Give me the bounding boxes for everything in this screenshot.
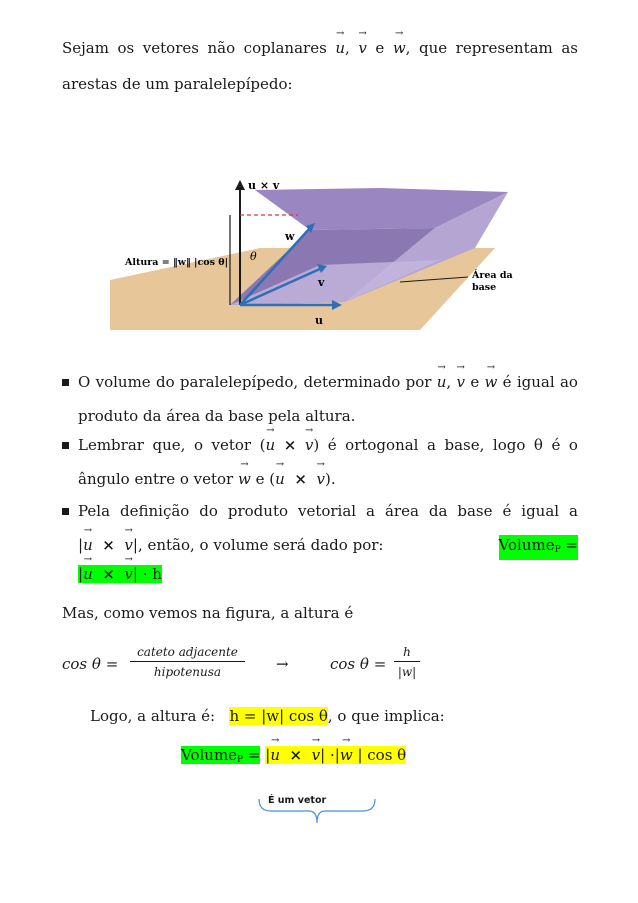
mas-paragraph: Mas, como vemos na figura, a altura é	[62, 604, 354, 622]
logo-line	[90, 706, 445, 726]
vector-u: → u	[275, 469, 285, 489]
vector-u: → u	[266, 435, 276, 455]
bullet-2-line-1	[78, 435, 578, 455]
bullet-3-line-3	[78, 564, 162, 584]
final-equals: =	[247, 746, 261, 764]
volume-sub: P	[554, 545, 561, 555]
volume-formula-highlight	[78, 565, 162, 583]
vector-u: → u	[335, 38, 345, 58]
intro-text-start: Sejam os vetores não coplanares	[62, 39, 327, 57]
bullet-1-marker	[62, 379, 69, 386]
b2-expr	[260, 436, 320, 454]
bullet-3-marker	[62, 508, 69, 515]
vector-u: → u	[270, 745, 280, 765]
b1-text-end: é igual ao	[502, 373, 578, 391]
intro-line-2: arestas de um paralelepípedo:	[62, 75, 293, 93]
volume-highlight	[499, 535, 578, 560]
label-area-1: Área da	[472, 270, 513, 281]
brace-label: É um vetor	[268, 795, 327, 806]
final-volume-label: Volume	[181, 746, 238, 764]
vector-v: → v	[312, 745, 320, 765]
fraction-1	[130, 645, 245, 679]
cos-theta-1: cos θ =	[62, 655, 119, 673]
vector-u: → u	[83, 564, 93, 584]
fraction-1-numerator: cateto adjacente	[130, 645, 245, 662]
fraction-2-denominator: |w|	[397, 665, 417, 679]
arrow-right-icon: →	[276, 655, 289, 673]
intro-text-end: , que representam as	[405, 39, 578, 57]
final-volume-highlight	[181, 746, 260, 764]
b2-text-start: Lembrar que, o vetor	[78, 436, 252, 454]
vector-w: → w	[485, 372, 498, 392]
b2-line2-start: ângulo entre o vetor	[78, 470, 234, 488]
intro-line-1	[62, 38, 578, 58]
vector-v: → v	[316, 469, 324, 489]
vector-v: → v	[124, 564, 132, 584]
vector-v: → v	[124, 535, 132, 555]
bullet-2-line-2	[78, 469, 336, 489]
parallelepiped-figure	[110, 170, 520, 330]
bar-open: |	[78, 565, 84, 583]
equals: =	[565, 536, 578, 554]
b2-line2-mid: e (	[255, 470, 276, 488]
vector-w: → w	[238, 469, 251, 489]
fraction-2-numerator: h	[394, 645, 420, 662]
bullet-3-line-1: Pela definição do produto vetorial a área da base é igual a	[78, 502, 578, 520]
uxv-arrowhead	[235, 180, 245, 190]
times-sign: ×	[289, 746, 303, 764]
paren-close: )	[313, 436, 320, 454]
bullet-2-marker	[62, 442, 69, 449]
label-u: u	[315, 314, 323, 327]
brace-icon	[257, 797, 377, 827]
final-formula	[181, 745, 406, 770]
b1-text-start: O volume do paralelepípedo, determinado por	[78, 373, 432, 391]
bar-open-w: |	[334, 746, 340, 764]
logo-prefix: Logo, a altura é:	[90, 707, 216, 725]
volume-label: Volume	[498, 536, 555, 554]
label-w: w	[285, 230, 295, 243]
b2-text-end: é ortogonal a base, logo θ é o	[327, 436, 578, 454]
conjunction: e	[470, 373, 480, 391]
times-sign: ×	[294, 470, 307, 488]
bullet-1-line-1	[78, 372, 578, 392]
vector-w: → w	[340, 745, 353, 765]
conjunction: e	[375, 39, 385, 57]
label-theta: θ	[250, 250, 257, 263]
b3-line2-text: |, então, o volume será dado por:	[132, 536, 384, 554]
vector-v: → v	[457, 372, 465, 392]
label-v: v	[318, 276, 325, 289]
fraction-2	[394, 645, 420, 679]
paren-open: (	[259, 436, 266, 454]
fraction-1-denominator: hipotenusa	[153, 665, 222, 679]
b2-line2-end: ).	[324, 470, 336, 488]
bar-times-h: | · h	[132, 565, 162, 583]
bullet-3-line-2	[78, 535, 578, 555]
label-area-2: base	[472, 282, 497, 293]
comma: ,	[446, 373, 452, 391]
cos-theta-2: cos θ =	[330, 655, 387, 673]
vector-w: → w	[393, 38, 406, 58]
label-altura: Altura = ‖w‖ |cos θ|	[125, 257, 229, 268]
dot: ·	[329, 746, 335, 764]
vector-v: → v	[305, 435, 313, 455]
vector-v: → v	[358, 38, 366, 58]
bullet-1-line-2: produto da área da base pela altura.	[78, 407, 356, 425]
bar-open: |	[78, 536, 84, 554]
vector-u: → u	[83, 535, 93, 555]
bar-open: |	[265, 746, 271, 764]
logo-suffix: , o que implica:	[327, 707, 445, 725]
final-tail: | cos θ	[357, 746, 407, 764]
label-uxv: u × v	[248, 179, 280, 192]
bar-close: |	[320, 746, 326, 764]
times-sign: ×	[283, 436, 297, 454]
altura-highlight: h = |w| cos θ	[229, 707, 328, 725]
times-sign: ×	[102, 536, 115, 554]
comma: ,	[345, 39, 350, 57]
times-sign: ×	[102, 565, 115, 583]
final-cross-highlight	[265, 746, 406, 764]
vector-u: → u	[437, 372, 447, 392]
final-volume-sub: P	[237, 755, 244, 765]
